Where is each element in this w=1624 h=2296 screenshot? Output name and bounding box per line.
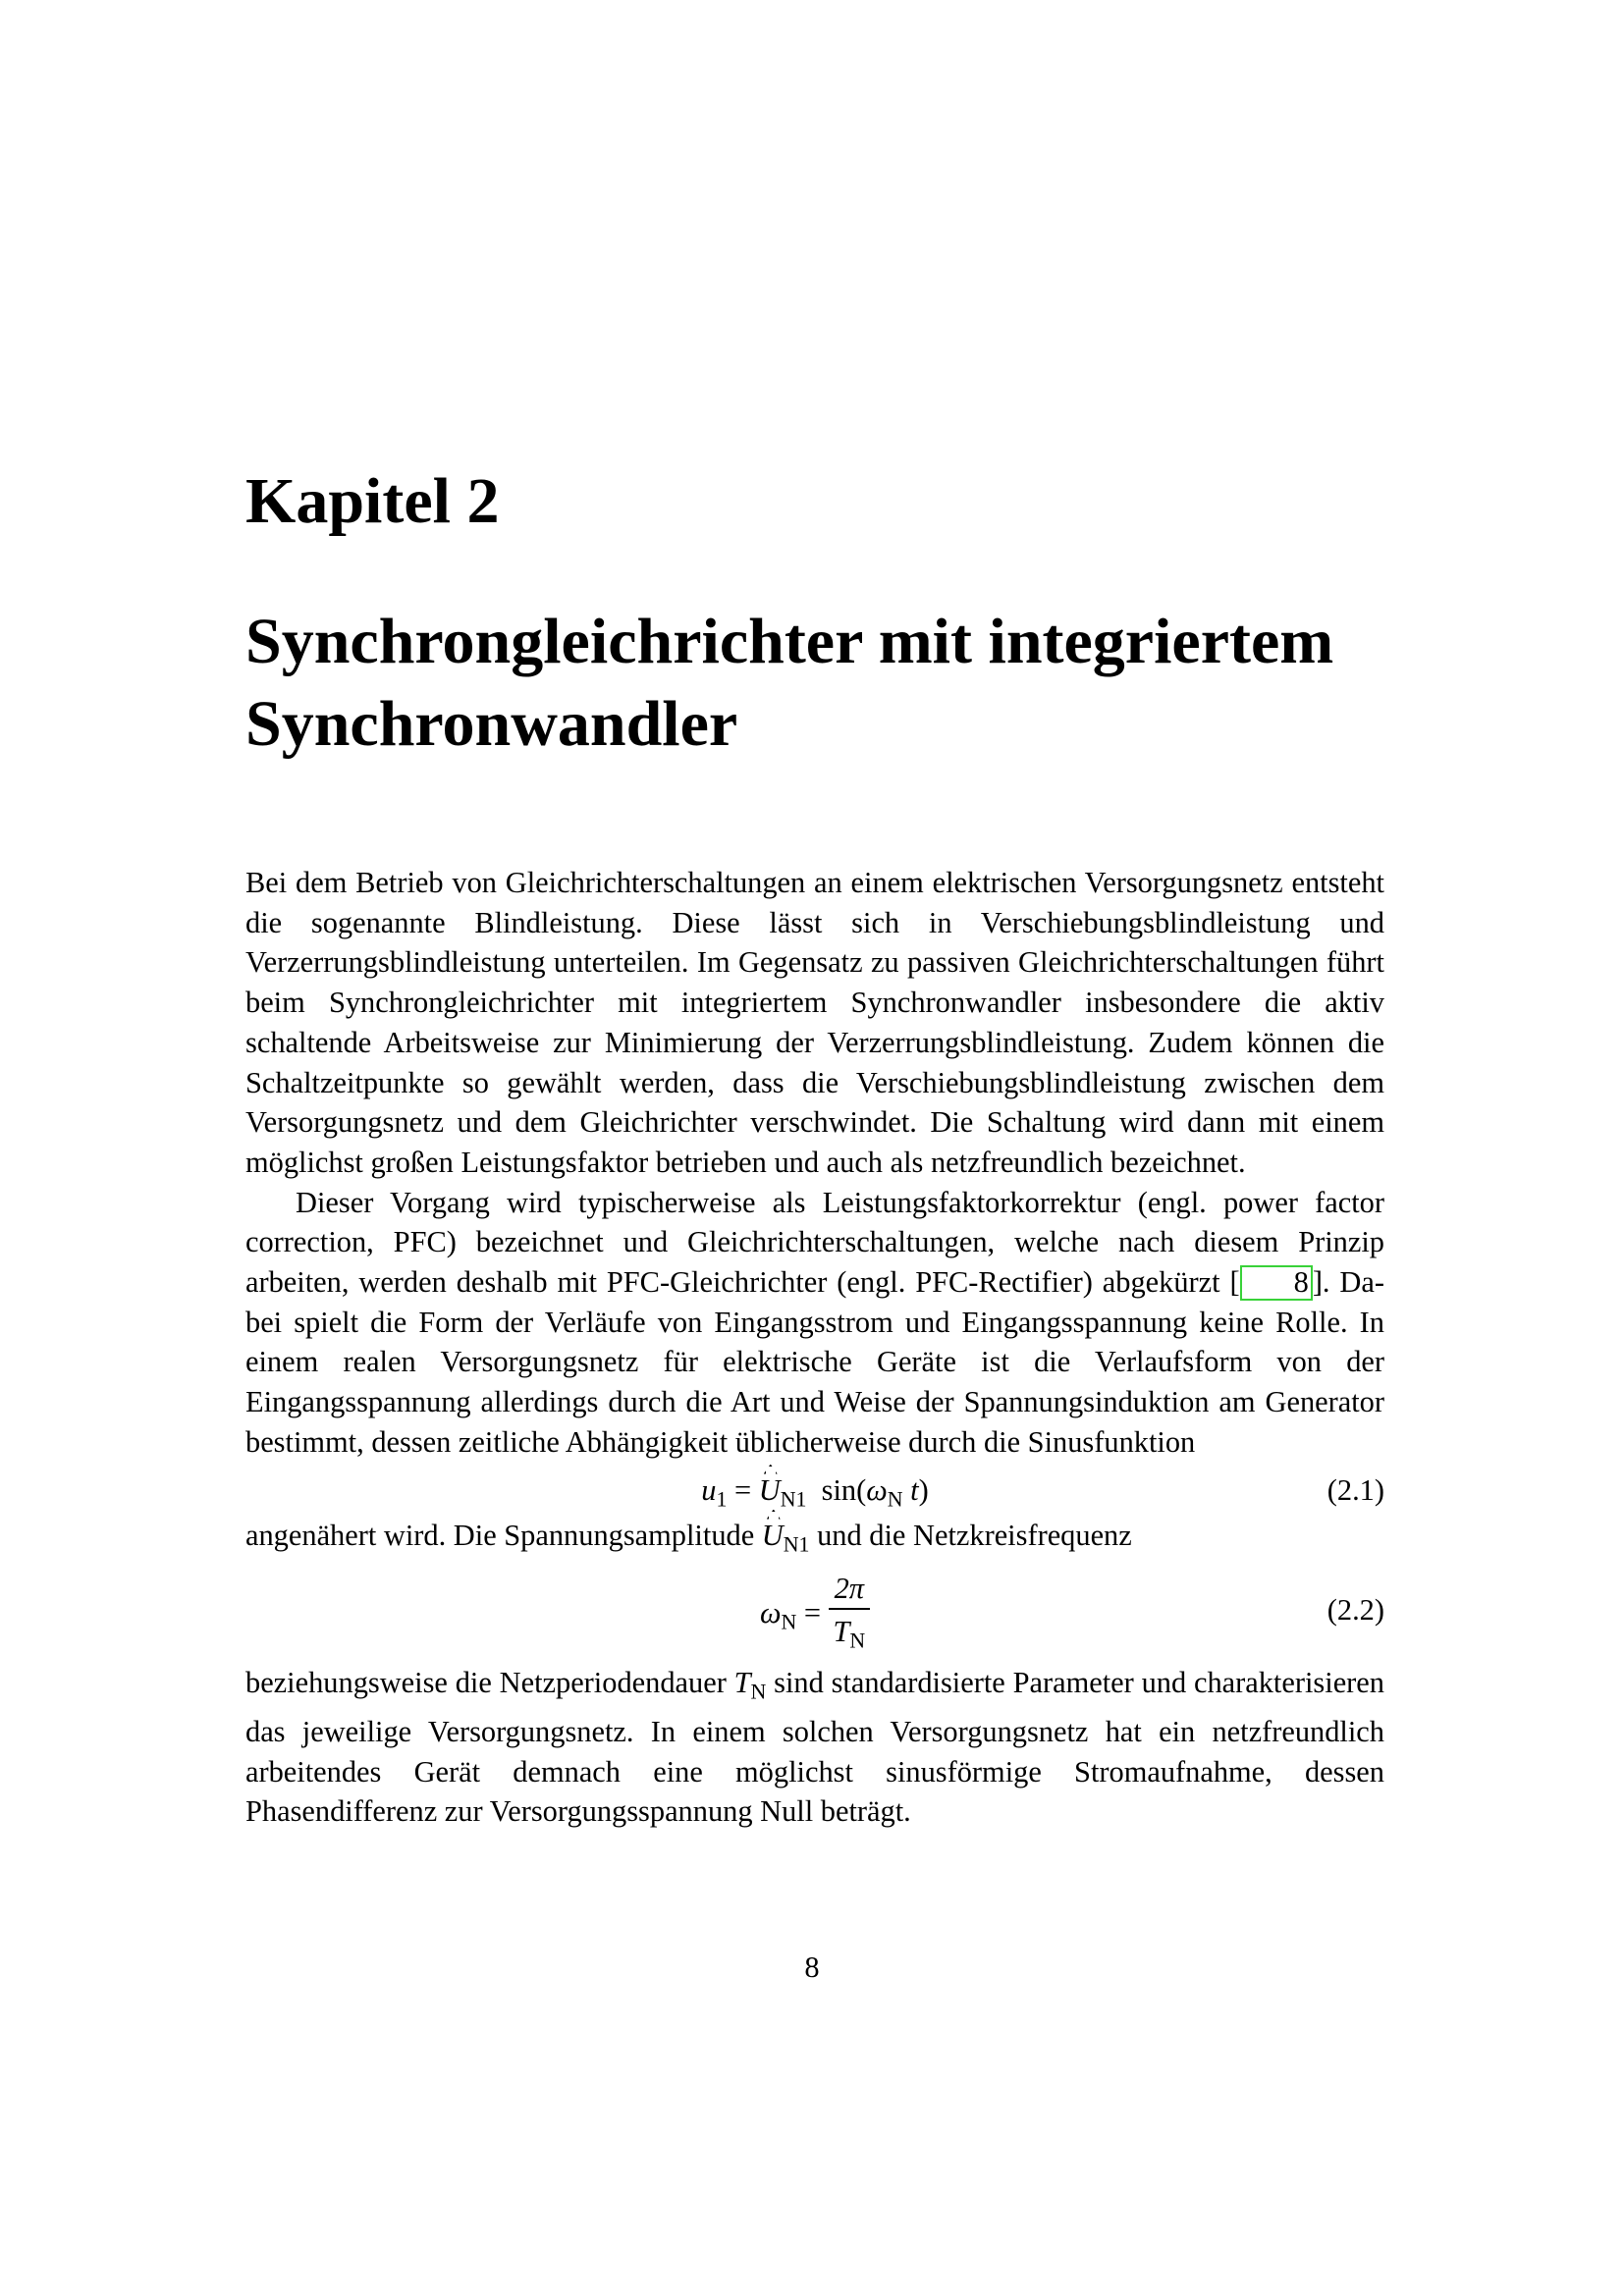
eq2-fraction (829, 1569, 870, 1663)
paragraph-2-text-b: ]. Dabei spielt die Form der Verläufe von Eingangsstrom und Eingangsspannung keine Rolle. In einem realen Versorgungsnetz für elektrische Geräte ist die Verlaufsform von der Eingangsspannung allerdings durch die Art und Weise der Spannungsinduktion am Generator bestimmt, dessen zeitliche Abhängigkeit üblicherweise durch die Sinusfunktion (245, 1265, 1384, 1459)
inline-period-sub: N (750, 1680, 767, 1704)
eq2-den-sub: N (849, 1629, 866, 1653)
eq1-equals: = (727, 1472, 759, 1507)
chapter-title (245, 601, 1394, 766)
eq2-equals: = (796, 1595, 829, 1629)
eq2-numerator (829, 1569, 870, 1610)
eq1-lhs-sub: 1 (716, 1487, 728, 1512)
paragraph-4-text-b: sind standardisierte Parameter und charakterisieren das jeweilige Versorgungsnetz. In einem solchen Versorgungsnetz hat ein netzfreundlich arbeitendes Gerät demnach eine möglichst sinusförmige Stromaufnahme, dessen Phasendifferenz zur Versorgungsspannung Null beträgt. (245, 1665, 1392, 1829)
equation-2-2 (245, 1569, 1384, 1659)
paragraph-3-text-a: angenähert wird. Die Spannungsamplitude (245, 1518, 762, 1552)
eq1-omega: ω (866, 1472, 888, 1507)
paragraph-1: Bei dem Betrieb von Gleichrichterschaltungen an einem elektrischen Versorgungsnetz entsteht die sogenannte Blindleistung. Diese lässt sich in Verschiebungsblindleistung und Verzerrungsblindleistung unterteilen. Im Gegensatz zu passiven Gleichrichterschaltungen führt beim Synchrongleichrichter mit integriertem Synchronwandler insbesondere die aktiv schaltende Arbeitsweise zur Minimierung der Verzerrungsblindleistung. Zudem können die Schaltzeitpunkte so gewählt werden, dass die Verschiebungsblindleistung zwischen dem Versorgungsnetz und dem Gleichrichter verschwindet. Die Schaltung wird dann mit einem möglichst großen Leistungsfaktor betrieben und auch als netzfreundlich bezeichnet. (245, 866, 1384, 1179)
chapter-title-line-1: Synchrongleichrichter mit integriertem (245, 606, 1334, 677)
eq2-denominator (829, 1610, 870, 1663)
inline-amplitude-var: U (762, 1516, 784, 1556)
paragraph-3 (245, 1516, 1384, 1565)
inline-period-var: T (733, 1665, 751, 1699)
eq2-lhs-sub: N (781, 1610, 797, 1634)
chapter-title-line-2: Synchronwandler (245, 688, 738, 760)
page-number: 8 (804, 1950, 820, 1984)
eq1-close: ) (918, 1472, 929, 1507)
eq2-den-var: T (833, 1614, 850, 1648)
equation-number-2-2: (2.2) (1326, 1592, 1384, 1627)
eq2-lhs-var: ω (759, 1595, 782, 1629)
paragraph-2 (245, 1183, 1384, 1463)
eq1-omega-sub: N (887, 1487, 903, 1512)
eq1-amplitude-var: U (759, 1470, 781, 1511)
eq2-numerator-text: 2π (834, 1571, 865, 1605)
eq1-t: t (910, 1472, 919, 1507)
paragraph-3-text-b: und die Netzkreisfrequenz (809, 1518, 1132, 1552)
equation-2-1 (245, 1470, 1384, 1512)
chapter-label: Kapitel 2 (245, 465, 500, 537)
equation-2-2-math (245, 1569, 1384, 1663)
body-text (245, 863, 1392, 1832)
paragraph-4-text-a: beziehungsweise die Netzperiodendauer (245, 1665, 734, 1699)
equation-number-2-1: (2.1) (1326, 1472, 1384, 1507)
paragraph-4 (245, 1663, 1392, 1832)
eq1-amplitude-sub: N1 (780, 1487, 807, 1512)
citation-link[interactable]: 8 (1240, 1265, 1313, 1301)
equation-2-1-math (245, 1470, 1384, 1520)
paragraph-2-text-a: Dieser Vorgang wird typischerweise als Leistungsfaktorkorrektur (engl. power factor correction, PFC) bezeichnet und Gleichrichterschaltungen, welche nach diesem Prinzip arbeiten, werden deshalb mit PFC-Gleichrichter (engl. PFC-Rectifier) abgekürzt [ (245, 1185, 1384, 1300)
inline-amplitude-sub: N1 (783, 1532, 810, 1557)
eq1-lhs-var: u (701, 1472, 717, 1507)
eq1-func: sin( (821, 1472, 867, 1507)
